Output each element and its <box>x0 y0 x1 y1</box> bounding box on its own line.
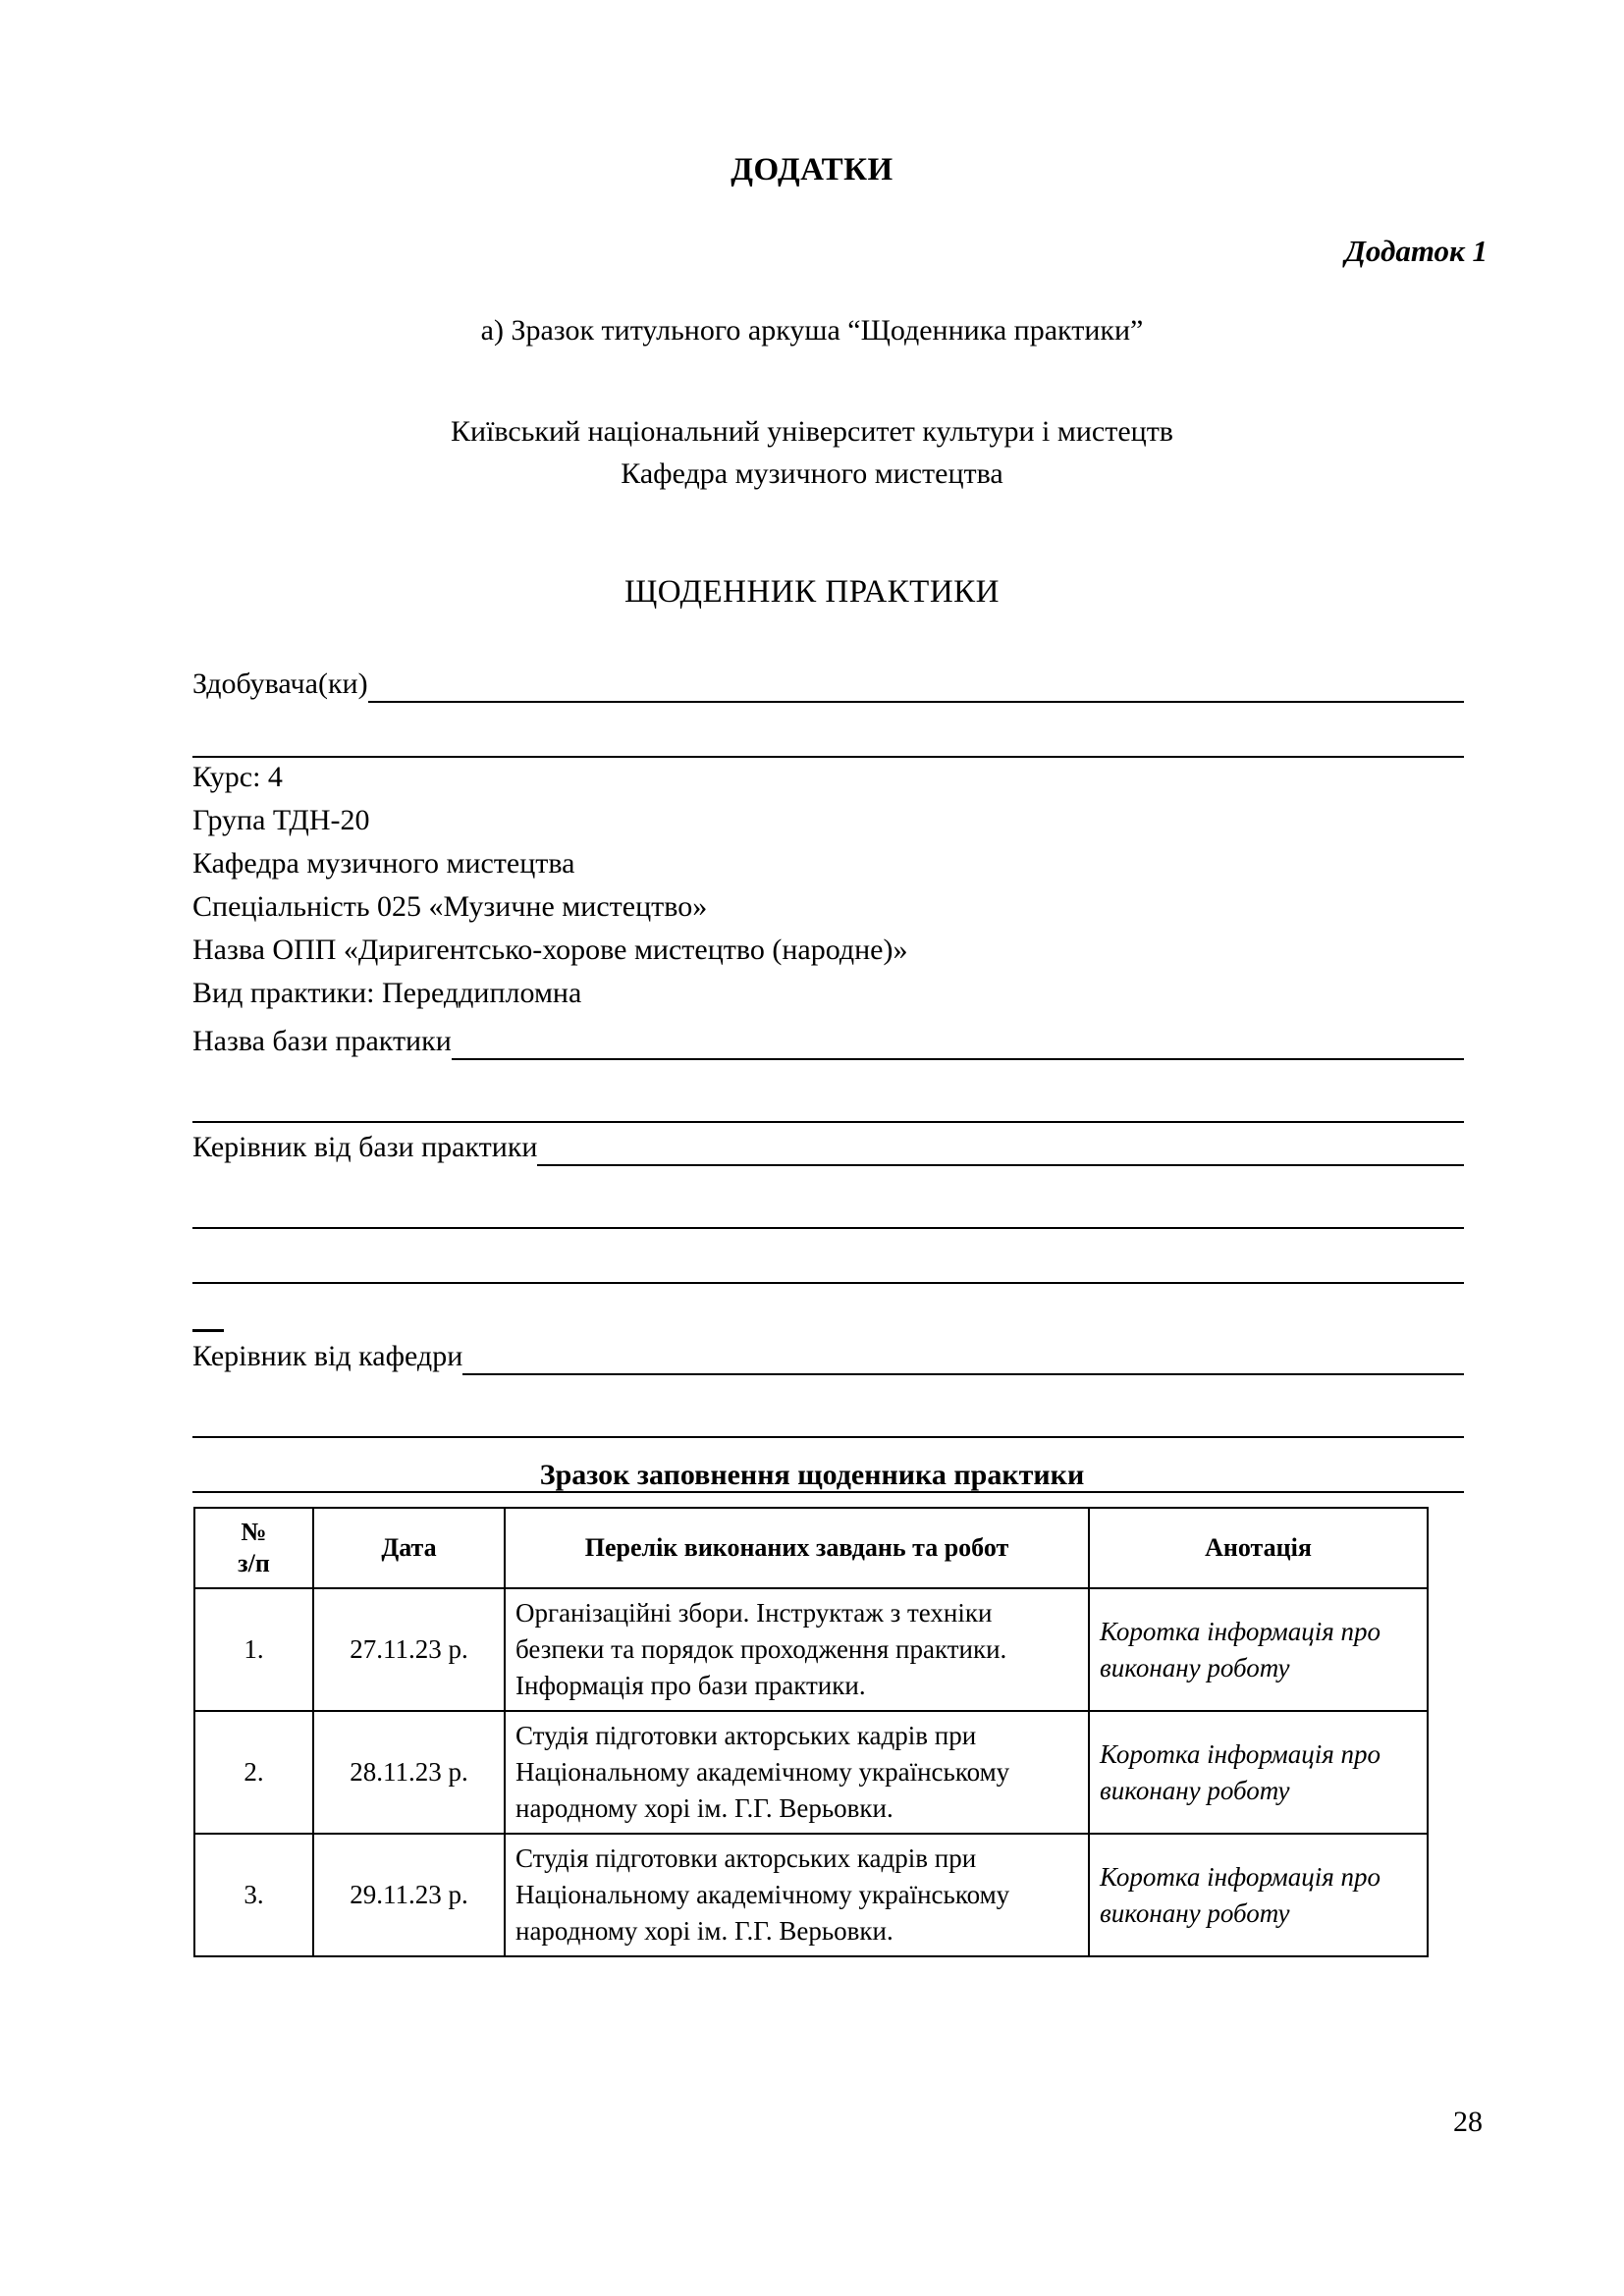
column-header-annotation: Анотація <box>1089 1508 1428 1588</box>
field-base-supervisor-label: Керівник від бази практики <box>192 1131 538 1163</box>
table-caption: Зразок заповнення щоденника практики <box>539 1459 1085 1491</box>
field-specialty: Спеціальність 025 «Музичне мистецтво» <box>192 890 708 923</box>
table-row <box>194 1588 1428 1711</box>
field-program: Назва ОПП «Диригентсько-хорове мистецтво (народне)» <box>192 934 908 966</box>
diary-title: ЩОДЕННИК ПРАКТИКИ <box>623 574 1001 610</box>
form-spacer <box>192 703 1464 715</box>
cell-number: 3. <box>194 1834 313 1956</box>
field-base-supervisor-blank-line2[interactable] <box>192 1186 1464 1229</box>
title-page-form <box>192 660 1464 1493</box>
cell-annotation: Коротка інформація про виконану роботу <box>1089 1834 1428 1956</box>
cell-tasks: Студія підготовки акторських кадрів при Національному академічному українському народному хорі ім. Г.Г. Верьовки. <box>505 1834 1089 1956</box>
field-group: Група ТДН-20 <box>192 804 370 836</box>
page-number: 28 <box>1453 2106 1483 2138</box>
field-base-name-blank-line2[interactable] <box>192 1080 1464 1123</box>
field-stub-line[interactable] <box>192 1309 224 1332</box>
cell-date: 28.11.23 р. <box>313 1711 505 1834</box>
field-department-supervisor-blank[interactable] <box>462 1341 1464 1375</box>
form-spacer <box>192 1166 1464 1186</box>
form-spacer <box>192 1060 1464 1080</box>
cell-annotation: Коротка інформація про виконану роботу <box>1089 1588 1428 1711</box>
form-spacer <box>192 1375 1464 1395</box>
cell-annotation: Коротка інформація про виконану роботу <box>1089 1711 1428 1834</box>
table-row <box>194 1711 1428 1834</box>
field-student-blank[interactable] <box>368 668 1464 703</box>
field-base-supervisor[interactable] <box>192 1123 1464 1166</box>
field-department-supervisor[interactable] <box>192 1332 1464 1375</box>
cell-tasks: Студія підготовки акторських кадрів при Національному академічному українському народному хорі ім. Г.Г. Верьовки. <box>505 1711 1089 1834</box>
field-base-supervisor-blank[interactable] <box>537 1132 1464 1166</box>
column-header-tasks: Перелік виконаних завдань та робот <box>505 1508 1089 1588</box>
form-spacer <box>192 1438 1464 1450</box>
field-practice-type: Вид практики: Переддипломна <box>192 977 582 1009</box>
cell-date: 27.11.23 р. <box>313 1588 505 1711</box>
field-base-name-label: Назва бази практики <box>192 1025 452 1057</box>
field-base-name-blank[interactable] <box>452 1026 1464 1060</box>
appendix-label: Додаток 1 <box>1344 234 1488 268</box>
cell-number: 2. <box>194 1711 313 1834</box>
cell-date: 29.11.23 р. <box>313 1834 505 1956</box>
cell-tasks: Організаційні збори. Інструктаж з техніки безпеки та порядок проходження практики. Інформація про бази практики. <box>505 1588 1089 1711</box>
table-header-row <box>194 1508 1428 1588</box>
university-block <box>0 410 1624 495</box>
form-spacer <box>192 1229 1464 1241</box>
field-department-supervisor-label: Керівник від кафедри <box>192 1340 463 1372</box>
column-header-number-line1: № <box>241 1518 267 1546</box>
column-header-number-line2: з/п <box>238 1549 270 1577</box>
form-spacer <box>192 1284 1464 1309</box>
department-name: Кафедра музичного мистецтва <box>621 457 1003 490</box>
field-student-label: Здобувача(ки) <box>192 667 368 700</box>
field-base-name[interactable] <box>192 1017 1464 1060</box>
practice-diary-table <box>193 1507 1429 1957</box>
field-student-blank-line2[interactable] <box>192 715 1464 758</box>
column-header-date: Дата <box>313 1508 505 1588</box>
field-course: Курс: 4 <box>192 761 283 793</box>
table-row <box>194 1834 1428 1956</box>
column-header-number <box>194 1508 313 1588</box>
field-base-supervisor-blank-line3[interactable] <box>192 1241 1464 1284</box>
field-student[interactable] <box>192 660 1464 703</box>
page-title: ДОДАТКИ <box>731 152 893 187</box>
cell-number: 1. <box>194 1588 313 1711</box>
field-department-supervisor-blank-line2[interactable] <box>192 1395 1464 1438</box>
appendix-subtitle: а) Зразок титульного аркуша “Щоденника практики” <box>480 314 1144 347</box>
field-department: Кафедра музичного мистецтва <box>192 847 575 880</box>
university-name: Київський національний університет культури і мистецтв <box>451 415 1173 448</box>
